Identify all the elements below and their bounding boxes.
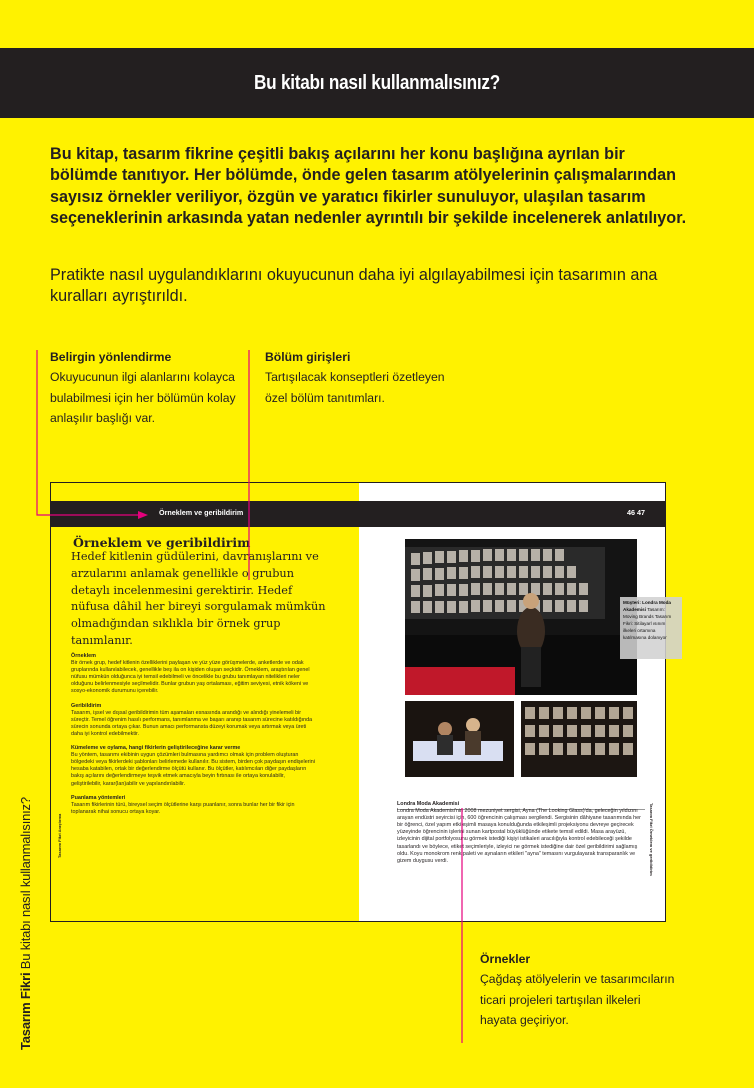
spread-subsection bbox=[71, 745, 316, 788]
subsection-heading: Örneklem bbox=[71, 653, 96, 659]
photo-caption bbox=[620, 597, 682, 659]
callout-navigation bbox=[50, 347, 250, 429]
spread-subsection bbox=[71, 653, 316, 696]
callout-text: Tartışılacak konseptleri özetleyen özel bölüm tanıtımları. bbox=[265, 370, 445, 405]
spread-right-page bbox=[359, 483, 672, 921]
subsection-heading: Geribildirim bbox=[71, 702, 102, 709]
callout-title: Belirgin yönlendirme bbox=[50, 350, 172, 364]
spread-subsection bbox=[71, 795, 316, 816]
left-running-head: Tasarım Fikri Araştırma bbox=[57, 813, 62, 858]
exhibition-photo-table bbox=[405, 701, 514, 777]
exhibition-photo-main bbox=[405, 539, 672, 695]
header-bar bbox=[0, 48, 754, 118]
exhibition-photo-wall bbox=[521, 701, 637, 777]
callout-title: Bölüm girişleri bbox=[265, 350, 351, 364]
callout-chapter-intros bbox=[265, 347, 465, 408]
callout-examples bbox=[480, 949, 680, 1031]
right-running-head: Tasarım Fikri Örneklem ve geribildirim bbox=[649, 803, 654, 876]
callout-text: Okuyucunun ilgi alanlarını kolayca bulabilmesi için her bölümün kolay anlaşılır başlığı var. bbox=[50, 370, 236, 426]
spread-body-text bbox=[71, 653, 316, 823]
spread-page-numbers: 46 47 bbox=[627, 508, 645, 517]
intro-paragraph-1: Bu kitap, tasarım fikrine çeşitli bakış açılarını her konu başlığına ayrılan bir bölümde tanıtıyor. Her bölümde, önde gelen tasarım atölyelerinin çalışmalarından sayısız örnekler veriliyor, özgün ve yaratıcı fikirler sunuluyor, ulaşılan tasarım seçeneklerinin arkasında yatan nedenler ayrıntılı bir şekilde incelenerek anlatılıyor. bbox=[50, 145, 687, 227]
subsection-text: Bir örnek grup, hedef kitlenin özelliklerini paylaşan ve yüz yüze görüşmelerde, anketlerde ve odak gruplarında kullanılabilecek, genellikle beş ila on kişiden oluşan seçkidir. Örneklem, araştırılan genel nüfusu mümkün olduğunca iyi temsil edebilmeli ve öncelikle bu grubu tanımlayan nitelikleri neler olduğunu belirlenmesiyle seçilmelidir. Bunlar grubun yaş ortalaması, eğitim seviyesi, etnik kökeni ve sosyo-ekonomik durumunu içerebilir. bbox=[71, 660, 310, 695]
example-body: Londra Moda Akademisi'nin 2008 mezuniyet sergisi, Ayna (The Looking Glass)'da, geleceğin yıldızını arayan endüstri seyircisi için, 600 öğrencinin çalışması sergilendi. Sergisinin dâhiyane tasarımında her bir öğrenci, özel yapım etkileşimli masaya konulduğunda etkileşimli projeksiyonu devreye geçirecek yüzeyinde öğrencinin işlerini sunan kartpostal büyüklüğünde etikete temsil edildi. Masa arayüzü, izleyicinin dijital portfolyosunu görmek istediği kişiyi istikaleri aracılığıyla kontrol edebileceği şekilde tasarlandı ve böylece, etiket seçimleriyle, izleyici ne görmek istediğine dair özel geribildirimi sağlamış oldu. Koyu monokrom renk paleti ve aynaların etkileri "ayna" temasını vurgulayarak transparanlık ve gizem duygusu verdi. bbox=[397, 808, 641, 864]
subsection-text: Tasarım fikirlerinin türü, bireysel seçim ölçütlerine karşı puanlanır, sonra bunlar her bir fikir için toplanarak nihai sonucu ortaya koyar. bbox=[71, 801, 295, 815]
spread-lead-text: Hedef kitlenin güdülerini, davranışlarını ve arzularını anlamak genellikle o grubun detaylı incelenmesini gerektirir. Hedef nüfusa dâhil her bireyi sorgulamak mümkün olmadığından sıklıkla bir örnek grup tanımlanır. bbox=[71, 550, 326, 647]
top-yellow-band bbox=[0, 0, 754, 48]
spread-bar-label: Örneklem ve geribildirim bbox=[159, 508, 244, 517]
callout-title: Örnekler bbox=[480, 952, 531, 966]
spine-book-title: Tasarım Fikri bbox=[18, 972, 33, 1050]
spine-running-head bbox=[18, 797, 33, 1050]
subsection-text: Bu yöntem, tasarımı ekibinin uygun çözümleri bulmasına yardımcı olmak için problem oluşturan bölgedeki veya fikirlerdeki şablonları belirlemede kullanılır. Bu sistem, birden çok paydaşın endişelerini hesaba katabilen, ortak bir değerlendirme ölçütü kullanır. Bu ölçütler, katılımcıları diğer paydaşların bakış açılarını değerlendirmeye teşvik etmek amacıyla beyin fırtınası ile ortaya konulabilir, geliştirilebilir, karar(lan)abilir ve yapılandırılabilir. bbox=[71, 752, 315, 787]
example-text bbox=[397, 801, 645, 865]
spread-subsection bbox=[71, 703, 316, 738]
spread-section-bar bbox=[51, 501, 665, 527]
caption-heading: Müşteri: Londra Moda Akademisi bbox=[623, 600, 671, 612]
caption-text: Tasarım: Moving Brands Tasarım Fikri: Sitilayarl ısınım ilkeleri ortamına katılmasına dolanıyor bbox=[623, 607, 672, 640]
page-title: Bu kitabı nasıl kullanmalısınız? bbox=[254, 71, 500, 94]
subsection-text: Tasarım, işsel ve dışsal geribildirimin tüm aşamaları esnasında arandığı ve alındığı yinelemeli bir süreçtir. Temel öğrenim hasılı performans, tanımlanma ve başarı aranıp tasarım sürecine katıldığında sürecin sonunda ortaya çıkar. Bunun amacı performansta düzeyi korumak veya artırmak veya üreti daha iyi kontrol edebilmektir. bbox=[71, 709, 313, 737]
example-heading: Londra Moda Akademisi bbox=[397, 801, 460, 807]
callout-text: Çağdaş atölyelerin ve tasarımcıların ticari projeleri tartışılan ilkeleri hayata geçiriyor. bbox=[480, 972, 675, 1028]
spread-left-page bbox=[51, 483, 359, 921]
intro-paragraph-2: Pratikte nasıl uygulandıklarını okuyucunun daha iyi algılayabilmesi için tasarımın ana kuralları ayrıştırıldı. bbox=[50, 266, 658, 306]
spine-section-title: Bu kitabı nasıl kullanmalısınız? bbox=[18, 797, 33, 970]
subsection-heading: Kümeleme ve oylama, hangi fikirlerin geliştirileceğine karar verme bbox=[71, 745, 241, 752]
subsection-heading: Puanlama yöntemleri bbox=[71, 794, 126, 801]
spread-section-title: Örneklem ve geribildirim bbox=[73, 535, 251, 550]
book-spread-preview bbox=[50, 482, 672, 922]
